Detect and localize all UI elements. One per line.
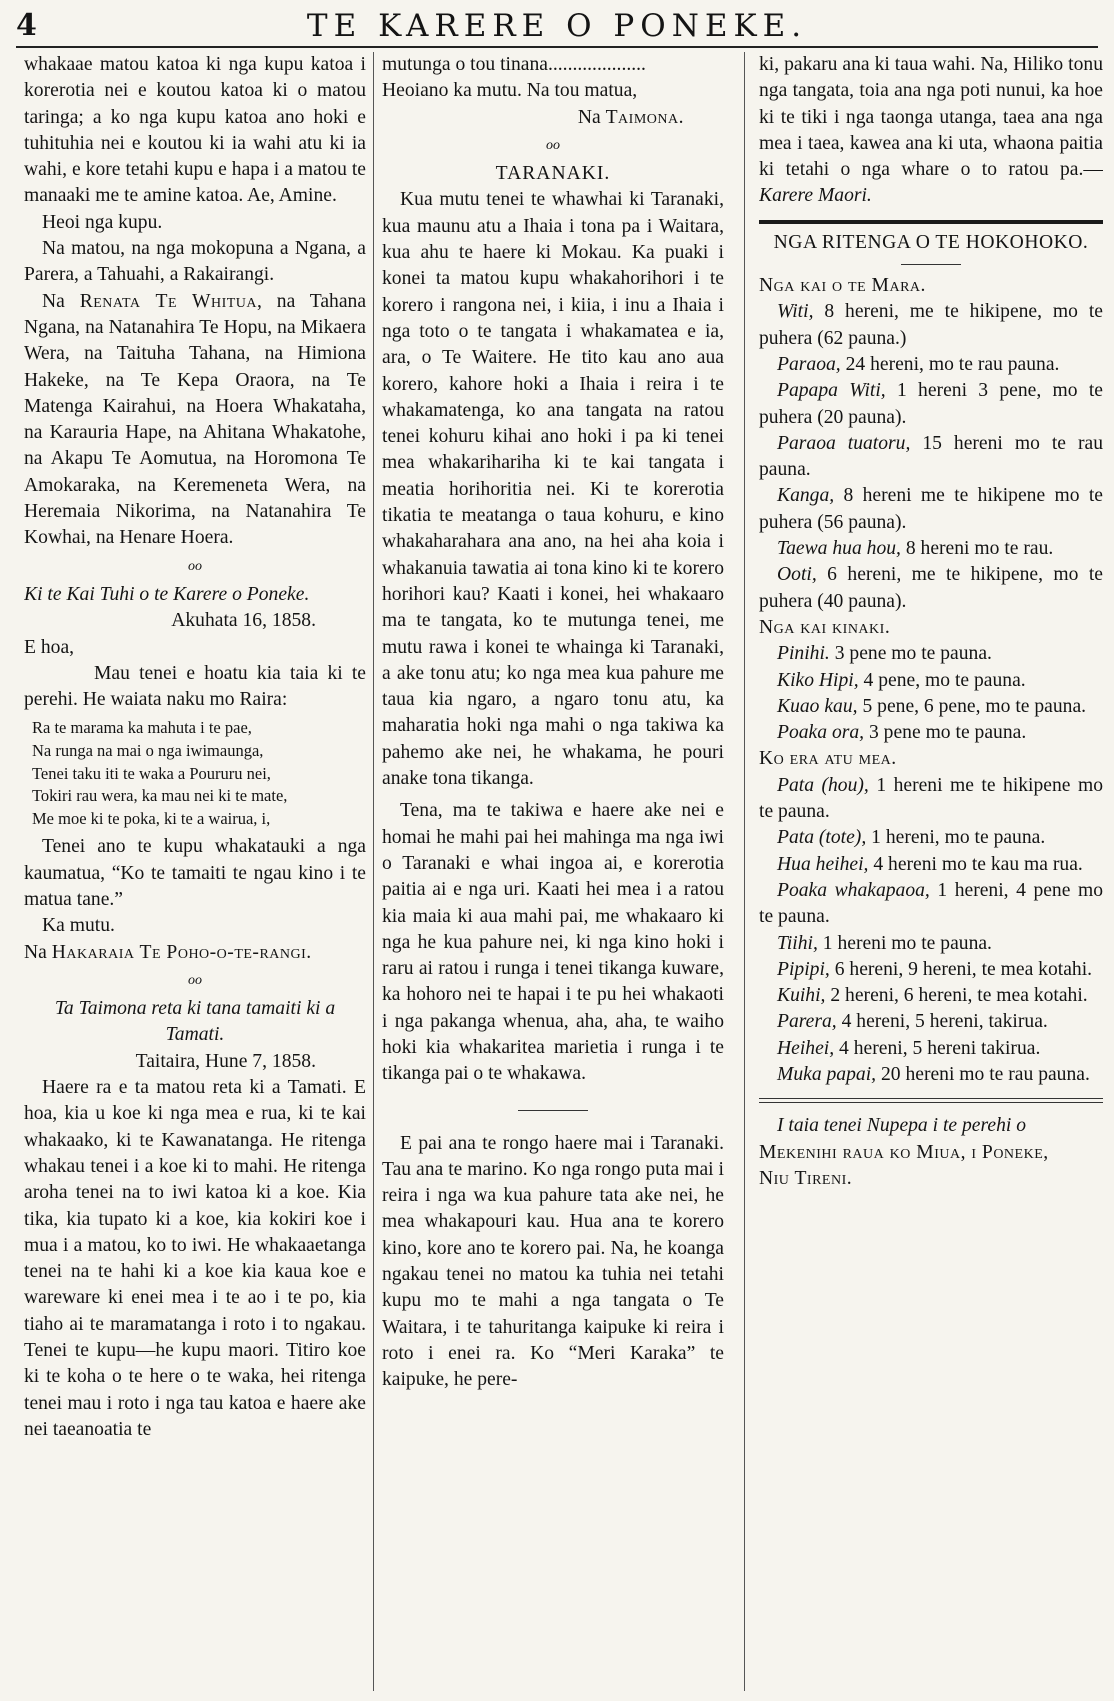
heading-rule	[901, 264, 961, 265]
item-price: 4 hereni, 5 hereni takirua.	[839, 1037, 1041, 1059]
price-item	[759, 431, 1103, 484]
price-item	[759, 720, 1103, 746]
poem-line: Tokiri rau wera, ka mau nei ki te mate,	[32, 786, 288, 806]
price-list	[759, 299, 1103, 615]
item-price: 4 pene, mo te pauna.	[863, 669, 1026, 691]
signature-name: Hakaraia Te Poho-o-te-rangi.	[51, 941, 312, 963]
article-heading: NGA RITENGA O TE HOKOHOKO.	[773, 231, 1089, 253]
signature-prefix: Na	[24, 941, 47, 963]
item-price: 2 hereni, 6 hereni, te mea kotahi.	[830, 985, 1088, 1007]
price-item	[759, 931, 1103, 957]
masthead	[16, 6, 1098, 48]
poem	[24, 717, 366, 830]
paragraph	[759, 52, 1103, 210]
item-price: 8 hereni me te hikipene mo te puhera (56 pauna).	[759, 485, 1103, 533]
item-price: 1 hereni 3 pene, mo te puhera (20 pauna).	[759, 380, 1103, 428]
paragraph: whakaae matou katoa ki nga kupu katoa i korerotia nei e koutou katoa ki o matou taringa; a ko nga kupu katoa ano hoki e tuhituhia nei e koutou ki ia wahi atu ki ia wahi, e kore tetahi kupu e hapa i a matou te manaaki me te amine katoa. Ae, Amine.	[24, 54, 366, 207]
item-name: Witi,	[777, 301, 814, 323]
price-list	[759, 641, 1103, 746]
paragraph: Mau tenei e hoatu kia taia ki te perehi. He waiata naku mo Raira:	[24, 662, 366, 711]
paragraph-text: ki, pakaru ana ki taua wahi. Na, Hiliko tonu nga tangata, toia ana nga poti nunui, ka hoe ki te tiki i nga taonga utanga, taea ana nga mea i taea, kawea ana ki uta, whaona paitia ki tetahi o nga whare o to ratou pa.—	[759, 54, 1103, 181]
item-price: 4 hereni mo te kau ma rua.	[873, 853, 1083, 875]
item-name: Kiko Hipi,	[777, 669, 859, 691]
separator: oo	[188, 558, 202, 574]
item-price: 1 hereni, mo te pauna.	[871, 827, 1046, 849]
price-item	[759, 352, 1103, 378]
item-price: 3 pene mo te pauna.	[868, 722, 1027, 744]
item-name: Kuihi,	[777, 985, 826, 1007]
price-item	[759, 878, 1103, 931]
price-item	[759, 773, 1103, 826]
price-item	[759, 1009, 1103, 1035]
item-name: Parera,	[777, 1011, 837, 1033]
item-name: Pata (hou),	[777, 774, 869, 796]
item-price: 15 hereni mo te rau pauna.	[759, 432, 1103, 481]
poem-line: Ra te marama ka mahuta i te pae,	[32, 718, 252, 738]
poem-line: Na runga na mai o nga iwimaunga,	[32, 741, 264, 761]
item-price: 20 hereni mo te rau pauna.	[880, 1063, 1090, 1085]
price-item	[759, 299, 1103, 352]
item-name: Kuao kau,	[777, 695, 858, 717]
column-2	[382, 52, 724, 1695]
imprint: I taia tenei Nupepa i te perehi o	[777, 1115, 1027, 1137]
section-rule	[759, 220, 1103, 224]
price-item	[759, 1062, 1103, 1088]
item-price: 4 hereni, 5 hereni, takirua.	[841, 1011, 1048, 1033]
item-name: Pipipi,	[777, 958, 830, 980]
item-price: 8 hereni, me te hikipene, mo te puhera (62 pauna.)	[759, 301, 1103, 349]
paragraph: Haere ra e ta matou reta ki a Tamati. E hoa, kia u koe ki nga mea e rua, ki te kai whakaako, ki te Kawanatanga. He ritenga whakau tenei i a koe ki to mahi. He ritenga aroha tenei na to iwi katoa ki a koe. Kia tika, kia tupato ki a koe, kia kokiri koe i mua i a matou, ko to iwi. He whakaaetanga tenei na te hahi ki a koe kia kaua koe e wareware ki enei mea i te ao i te po, kia tiaho ai te maramatanga i roto i to ngakau. Tenei te kupu—he kupu maori. Titiro koe ki te koha o te here o te waka, hei ritenga tenei mau i roto i nga tau katoa e haere ake nei taeanoatia te	[24, 1077, 366, 1440]
item-name: Muka papai,	[777, 1063, 877, 1085]
signatory-name: Renata Te Whitua	[79, 290, 258, 312]
poem-line: Me moe ki te poka, ki te a wairua, i,	[32, 808, 271, 828]
separator: oo	[188, 972, 202, 988]
price-item	[759, 536, 1103, 562]
price-item	[759, 562, 1103, 615]
closing: Ka mutu.	[42, 915, 115, 937]
item-price: 1 hereni mo te pauna.	[822, 932, 992, 954]
imprint-place: Niu Tireni.	[759, 1167, 853, 1189]
price-item	[759, 957, 1103, 983]
item-price: 1 hereni, 4 pene mo te pauna.	[759, 879, 1103, 928]
item-name: Taewa hua hou,	[777, 538, 901, 560]
item-name: Paraoa,	[777, 353, 841, 375]
item-name: Paraoa tuatoru,	[777, 432, 911, 454]
column-1	[24, 52, 366, 1695]
price-item	[759, 825, 1103, 851]
paragraph: Heoi nga kupu.	[42, 211, 163, 233]
paragraph: Na matou, na nga mokopuna a Ngana, a Parera, a Tahuahi, a Rakairangi.	[24, 238, 366, 286]
paragraph: Heoiano ka mutu. Na tou matua,	[382, 80, 638, 102]
section-rule	[518, 1110, 588, 1111]
price-item	[759, 852, 1103, 878]
signature-prefix: Na	[577, 106, 601, 128]
item-name: Papapa Witi,	[777, 380, 886, 402]
article-heading: TARANAKI.	[495, 163, 611, 185]
price-item	[759, 983, 1103, 1009]
paragraph: Kua mutu tenei te whawhai ki Taranaki, kua maunu atu a Ihaia i tona pa i Waitara, kua ahu te haere ki Mokau. Ka puaki i konei ta matou kupu whakahorihori i te korero i rangona nei, i kiia, i inu a Ihaia i nga toto o te tangata i whakamatea e ia, ara, o Te Waitere. He tito kau ano aua korero, kahore hoki a Ihaia i reira i te whakamatenga, ko ana tangata na ratou tenei kohuru kihai ano hoki i pa ki tenei mea whakarihariha ki te kai tangata i meatia horihoritia nei. Ki te korerotia tikatia te meatanga o taua kohuru, e kino whakaharahara ana ano, na hei aha koia i whakanuia tawatia ai tona kino ki te korero horihori kau? Kaati i konei, hei whakaaro ma te tangata, ko te mutunga tenei, me mutu rawa i konei te whainga ki Taranaki, a ake tonu atu; ko nga mea kua pahure me taua kia ngaro, a ngaro tonu atu, ka maharatia hoki nga mahi o nga takiwa ka pahemo ake nei, he whakama, he pouri anake tona tikanga.	[382, 189, 724, 790]
price-list	[759, 773, 1103, 1089]
price-item	[759, 1036, 1103, 1062]
item-name: Ooti,	[777, 564, 817, 586]
price-subheading: Nga kai kinaki.	[759, 616, 891, 638]
signature	[24, 940, 366, 966]
signature-name: Taimona.	[605, 106, 684, 128]
item-name: Poaka whakapaoa,	[777, 879, 930, 901]
letter-date: Taitaira, Hune 7, 1858.	[135, 1050, 316, 1072]
separator: oo	[546, 137, 560, 153]
signatories-list: na Tahana Ngana, na Natanahira Te Hopu, na Mikaera Wera, na Taituha Tahana, na Himiona Hakeke, na Te Kepa Oraora, na Te Matenga Kairahui, na Hoera Whakataha, na Karauria Hape, na Ahitana Whakatohe, na Akapu Te Aomutua, na Horomona Te Amokaraka, na Keremeneta Wera, na Heremaia Nikorima, na Natanahira Te Kowhai, na Henare Hoera.	[24, 290, 366, 549]
column-divider	[373, 52, 374, 1691]
item-price: 3 pene mo te pauna.	[834, 643, 992, 665]
column-divider	[744, 52, 745, 1691]
column-3	[759, 52, 1103, 1695]
price-item	[759, 668, 1103, 694]
letter-addressee: Ki te Kai Tuhi o te Karere o Poneke.	[24, 583, 310, 605]
newspaper-title: TE KARERE O PONEKE.	[306, 8, 808, 44]
imprint-printers: Mekenihi raua ko Miua, i Poneke,	[759, 1141, 1049, 1163]
item-price: 24 hereni, mo te rau pauna.	[845, 353, 1060, 375]
price-item	[759, 378, 1103, 431]
price-item	[759, 641, 1103, 667]
item-name: Poaka ora,	[777, 722, 865, 744]
item-price: 6 hereni, me te hikipene, mo te puhera (40 pauna).	[759, 564, 1103, 612]
item-price: 1 hereni me te hikipene mo te pauna.	[759, 774, 1103, 823]
item-price: 6 hereni, 9 hereni, te mea kotahi.	[834, 958, 1093, 980]
paragraph: mutunga o tou tinana....................	[382, 54, 646, 75]
item-price: 8 hereni mo te rau.	[905, 538, 1054, 560]
price-item	[759, 483, 1103, 536]
letter-date: Akuhata 16, 1858.	[171, 610, 316, 632]
price-subheading: Nga kai o te Mara.	[759, 275, 926, 297]
item-price: 5 pene, 6 pene, mo te pauna.	[862, 695, 1087, 717]
item-name: Kanga,	[777, 485, 835, 507]
signature	[382, 105, 724, 131]
item-name: Pinihi.	[777, 643, 830, 665]
item-name: Pata (tote),	[777, 827, 867, 849]
price-item	[759, 694, 1103, 720]
poem-line: Tenei taku iti te waka a Poururu nei,	[32, 763, 271, 783]
item-name: Tiihi,	[777, 932, 818, 954]
paragraph: Tena, ma te takiwa e haere ake nei e homai he mahi pai hei mahinga ma nga iwi o Taranaki e whai ingoa ai, e korerotia paitia ai e nga uri. Kaati hei mea i a ratou kia maia ki aua mahi pai, me whakaaro ki nga he kua pahure nei, ki nga kino hoki i raru ai ratou i runga i tenei tikanga kuware, ka hohoro nei te hapai i te pu hei whakaoti i nga pakanga whenua, aha, aha, te waiho hoki kia whakaritea marietia i runga i te tikanga pai o te whakawa.	[382, 800, 724, 1085]
paragraph: E pai ana te rongo haere mai i Taranaki. Tau ana te marino. Ko nga rongo puta mai i reira i nga wa kua pahure tata ake nei, he mea whakapouri kau. Hua ana te korero kino, kore ano te korero pai. Na, he koanga ngakau tenei no matou ka tuhia nei tetahi kupu mo te mahi a nga tangata o Te Waitara, i te tahuritanga kaipuke ki reira i roto i enei ra. Ko “Meri Karaka” te kaipuke, he pere-	[382, 1132, 724, 1391]
price-subheading: Ko era atu mea.	[759, 748, 897, 770]
imprint-rule	[759, 1098, 1103, 1103]
item-name: Hua heihei,	[777, 853, 869, 875]
item-name: Heihei,	[777, 1037, 835, 1059]
signatories: Na Renata Te Whitua, na Tahana Ngana, na Natanahira Te Hopu, na Mikaera Wera, na Taituha Tahana, na Himiona Hakeke, na Te Kepa Oraora, na Te Matenga Kairahui, na Hoera Whakataha, na Karauria Hape, na Ahitana Whakatohe, na Akapu Te Aomutua, na Horomona Te Amokaraka, na Keremeneta Wera, na Heremaia Nikorima, na Natanahira Te Kowhai, na Henare Hoera.	[24, 290, 366, 549]
article-heading: Ta Taimona reta ki tana tamaiti ki a Tamati.	[54, 998, 336, 1046]
paragraph: Tenei ano te kupu whakatauki a nga kaumatua, “Ko te tamaiti te ngau kino i te matua tane.”	[24, 836, 366, 910]
source-credit: Karere Maori.	[759, 185, 872, 207]
page-number: 4	[16, 8, 37, 43]
greeting: E hoa,	[24, 636, 75, 658]
